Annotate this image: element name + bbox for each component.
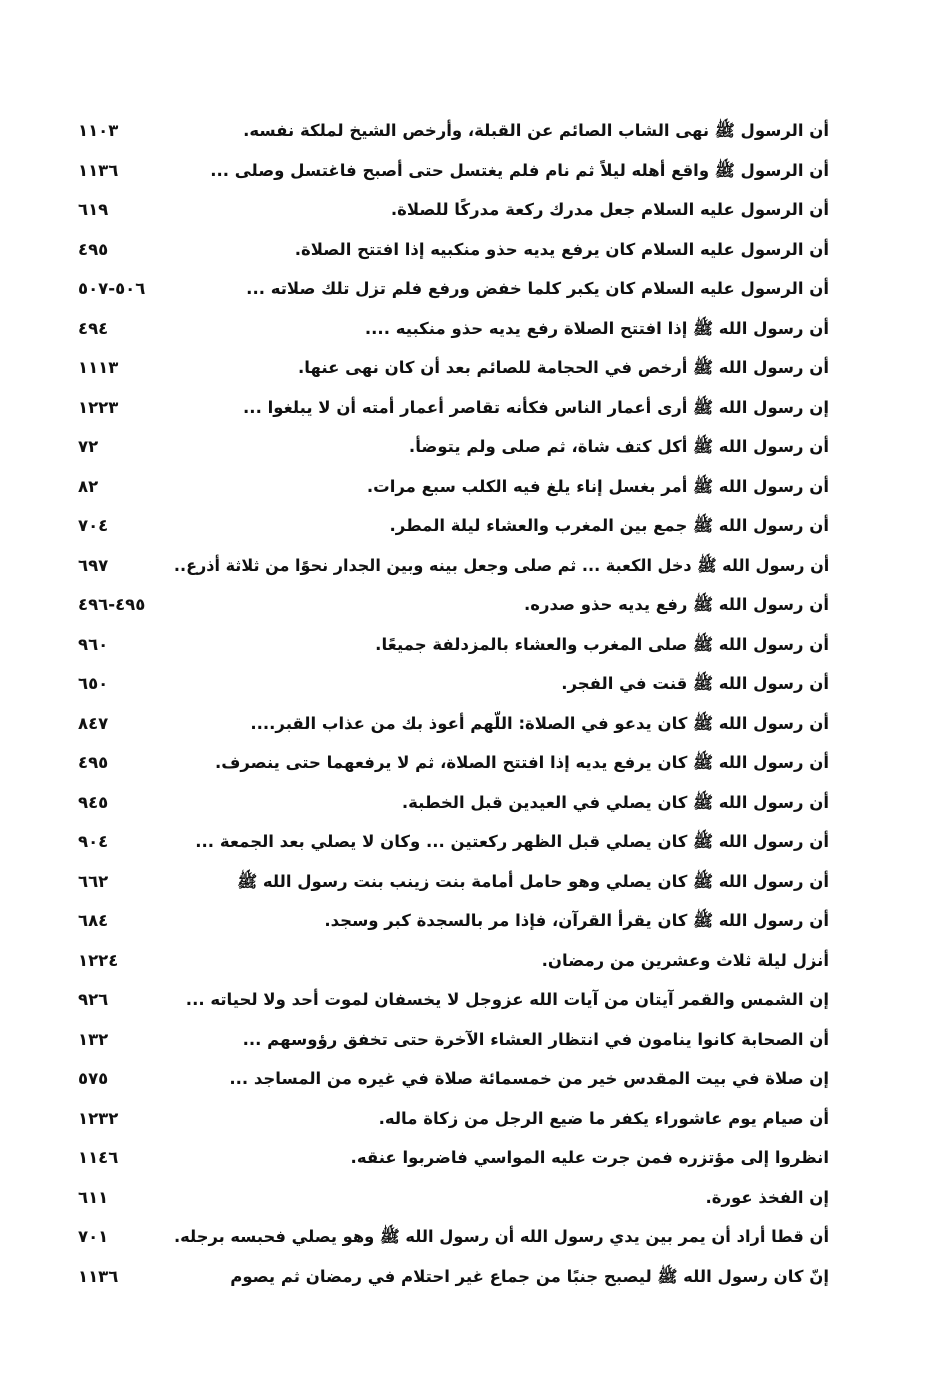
page-reference: ١١٤٦ bbox=[78, 1148, 119, 1167]
page-reference: ٦٥٠ bbox=[78, 674, 109, 693]
page-reference: ٩٢٦ bbox=[78, 990, 109, 1009]
hadith-text: إن الفخذ عورة. bbox=[705, 1187, 829, 1207]
page-reference: ٩٤٥ bbox=[78, 792, 109, 812]
hadith-text: أن رسول الله ﷺ كان يقرأ القرآن، فإذا مر بالسجدة كبر وسجد. bbox=[324, 911, 829, 930]
hadith-text: أن رسول الله ﷺ إذا افتتح الصلاة رفع يديه حذو منكبيه .... bbox=[364, 318, 829, 338]
index-entry bbox=[78, 233, 829, 267]
page-reference: ١٣٢ bbox=[78, 1029, 109, 1049]
page-reference: ١٢٢٣ bbox=[78, 397, 119, 417]
page-reference: ٦٨٤ bbox=[78, 911, 109, 930]
hadith-text: انظروا إلى مؤتزره فمن جرت عليه المواسي فاضربوا عنقه. bbox=[350, 1148, 829, 1167]
page-reference: ٧٠٤ bbox=[78, 516, 109, 535]
index-entry bbox=[78, 1102, 829, 1136]
page-reference: ٤٩٤ bbox=[78, 318, 109, 338]
page-reference: ٦٩٧ bbox=[78, 555, 109, 575]
hadith-text: أن الصحابة كانوا ينامون في انتظار العشاء الآخرة حتى تخفق رؤوسهم ... bbox=[242, 1029, 829, 1049]
index-entry bbox=[78, 588, 829, 622]
page-reference: ٨٢ bbox=[78, 476, 99, 496]
index-entry bbox=[78, 1023, 829, 1057]
page-reference: ١٢٢٤ bbox=[78, 950, 119, 970]
hadith-text: أن الرسول عليه السلام كان يكبر كلما خفض ورفع فلم تزل تلك صلاته ... bbox=[246, 279, 829, 298]
index-entry bbox=[78, 272, 829, 306]
page-reference: ٤٩٥ bbox=[78, 753, 109, 772]
index-entry bbox=[78, 470, 829, 504]
index-entry bbox=[78, 154, 829, 188]
page-reference: ٤٩٥ bbox=[78, 239, 109, 259]
index-entry bbox=[78, 825, 829, 859]
hadith-text: إن صلاة في بيت المقدس خير من خمسمائة صلاة في غيره من المساجد ... bbox=[229, 1069, 829, 1088]
page-reference: ٤٩٥-٤٩٦ bbox=[78, 595, 146, 614]
hadith-text: أن رسول الله ﷺ كان يصلي في العيدين قبل الخطبة. bbox=[401, 792, 829, 812]
index-entry bbox=[78, 746, 829, 780]
index-entry bbox=[78, 430, 829, 464]
page-reference: ١١١٣ bbox=[78, 358, 119, 377]
index-entry bbox=[78, 983, 829, 1017]
page-reference: ٧٠١ bbox=[78, 1227, 109, 1246]
index-entry bbox=[78, 193, 829, 227]
page-reference: ٧٢ bbox=[78, 437, 99, 456]
index-entry bbox=[78, 351, 829, 385]
hadith-text: أن رسول الله ﷺ أكل كتف شاة، ثم صلى ولم يتوضأ. bbox=[408, 437, 829, 456]
page-reference: ١١٠٣ bbox=[78, 121, 119, 140]
page-reference: ٦٦٢ bbox=[78, 871, 109, 891]
page-reference: ٨٤٧ bbox=[78, 713, 109, 733]
index-entry bbox=[78, 944, 829, 978]
page-reference: ٦١٩ bbox=[78, 200, 109, 219]
index-entry bbox=[78, 865, 829, 899]
hadith-text: أن رسول الله ﷺ كان يصلي قبل الظهر ركعتين ... وكان لا يصلي بعد الجمعة ... bbox=[195, 832, 829, 851]
hadith-text: أن رسول الله ﷺ رفع يديه حذو صدره. bbox=[523, 595, 829, 614]
index-entry bbox=[78, 667, 829, 701]
hadith-text: إن رسول الله ﷺ أرى أعمار الناس فكأنه تقاصر أعمار أمته أن لا يبلغوا ... bbox=[243, 397, 829, 417]
hadith-text: أن رسول الله ﷺ صلى المغرب والعشاء بالمزدلفة جميعًا. bbox=[375, 634, 829, 654]
hadith-text: أن رسول الله ﷺ دخل الكعبة ... ثم صلى وجعل بينه وبين الجدار نحوًا من ثلاثة أذرع.. bbox=[173, 555, 829, 575]
hadith-text: إنّ كان رسول الله ﷺ ليصبح جنبًا من جماع غير احتلام في رمضان ثم يصوم bbox=[230, 1266, 829, 1286]
hadith-text: أن رسول الله ﷺ أرخص في الحجامة للصائم بعد أن كان نهى عنها. bbox=[297, 358, 829, 377]
hadith-text: أن رسول الله ﷺ كان يدعو في الصلاة: اللّهم أعوذ بك من عذاب القبر.... bbox=[250, 713, 829, 733]
index-entry bbox=[78, 1141, 829, 1175]
page-reference: ١١٣٦ bbox=[78, 1266, 119, 1286]
index-entry bbox=[78, 509, 829, 543]
page-reference: ٩٦٠ bbox=[78, 634, 109, 654]
page-reference: ١٢٣٢ bbox=[78, 1108, 119, 1128]
index-entry bbox=[78, 1260, 829, 1294]
page-reference: ٥٧٥ bbox=[78, 1069, 109, 1088]
hadith-text: أن الرسول ﷺ نهى الشاب الصائم عن القبلة، وأرخص الشيخ لملكة نفسه. bbox=[243, 121, 829, 140]
index-entry bbox=[78, 904, 829, 938]
page-reference: ٩٠٤ bbox=[78, 832, 109, 851]
index-entry bbox=[78, 628, 829, 662]
index-entry bbox=[78, 786, 829, 820]
hadith-text: أن قطا أراد أن يمر بين يدي رسول الله أن رسول الله ﷺ وهو يصلي فحبسه برجله. bbox=[173, 1227, 829, 1246]
index-entry bbox=[78, 1220, 829, 1254]
index-entry bbox=[78, 707, 829, 741]
index-entry bbox=[78, 391, 829, 425]
hadith-text: أن الرسول عليه السلام جعل مدرك ركعة مدركًا للصلاة. bbox=[390, 200, 829, 219]
page-reference: ٦١١ bbox=[78, 1187, 109, 1207]
index-entry bbox=[78, 114, 829, 148]
page-reference: ٥٠٦-٥٠٧ bbox=[78, 279, 146, 298]
page-reference: ١١٣٦ bbox=[78, 160, 119, 180]
hadith-text: أن رسول الله ﷺ أمر بغسل إناء يلغ فيه الكلب سبع مرات. bbox=[366, 476, 829, 496]
index-entry bbox=[78, 549, 829, 583]
hadith-text: أنزل ليلة ثلاث وعشرين من رمضان. bbox=[541, 950, 829, 970]
index-entry bbox=[78, 1062, 829, 1096]
hadith-text: أن صيام يوم عاشوراء يكفر ما ضيع الرجل من زكاة ماله. bbox=[378, 1108, 829, 1128]
hadith-text: أن رسول الله ﷺ كان يرفع يديه إذا افتتح الصلاة، ثم لا يرفعهما حتى ينصرف. bbox=[214, 753, 829, 772]
index-entry bbox=[78, 312, 829, 346]
hadith-text: أن رسول الله ﷺ كان يصلي وهو حامل أمامة بنت زينب بنت رسول الله ﷺ bbox=[237, 871, 829, 891]
index-entry bbox=[78, 1181, 829, 1215]
hadith-text: أن الرسول عليه السلام كان يرفع يديه حذو منكبيه إذا افتتح الصلاة. bbox=[294, 239, 829, 259]
hadith-text: أن الرسول ﷺ واقع أهله ليلاً ثم نام فلم يغتسل حتى أصبح فاغتسل وصلى ... bbox=[210, 160, 829, 180]
hadith-text: أن رسول الله ﷺ جمع بين المغرب والعشاء ليلة المطر. bbox=[389, 516, 829, 535]
hadith-text: أن رسول الله ﷺ قنت في الفجر. bbox=[561, 674, 829, 693]
hadith-text: إن الشمس والقمر آيتان من آيات الله عزوجل لا يخسفان لموت أحد ولا لحياته ... bbox=[185, 990, 829, 1009]
